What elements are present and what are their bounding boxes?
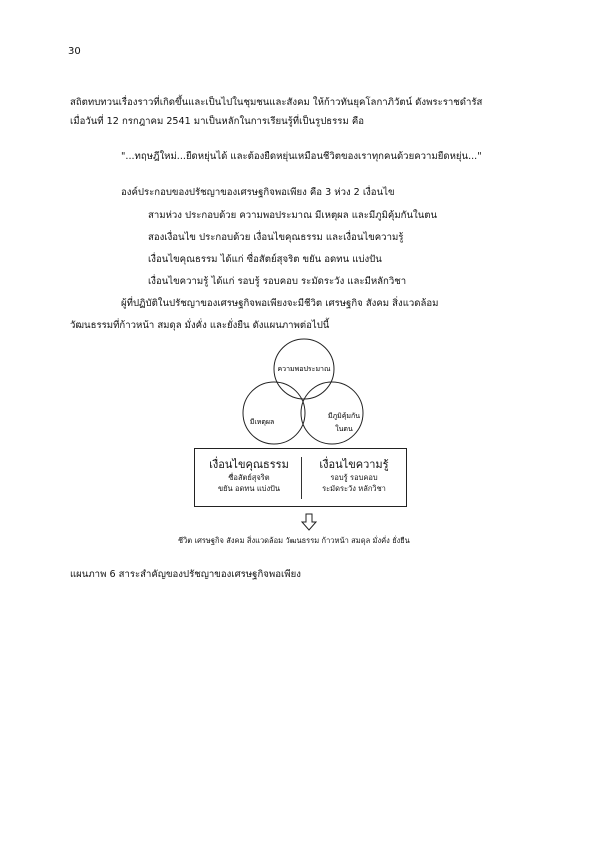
components-intro: องค์ประกอบของปรัชญาของเศรษฐกิจพอเพียง คือ 3 ห่วง 2 เงื่อนไข	[121, 187, 395, 198]
knowledge-condition-line: รอบรู้ รอบคอบ	[330, 473, 378, 482]
knowledge-condition-column	[302, 457, 406, 494]
virtue-condition-line: ซื่อสัตย์สุจริต	[228, 473, 270, 482]
knowledge-condition-line: ระมัดระวัง หลักวิชา	[322, 484, 386, 493]
component-item: เงื่อนไขคุณธรรม ได้แก่ ซื่อสัตย์สุจริต ขยัน อดทน แบ่งปัน	[148, 254, 382, 265]
paragraph-line: สถิตทบทวนเรื่องราวที่เกิดขึ้นและเป็นไปในชุมชนและสังคม ให้ก้าวทันยุคโลกาภิวัตน์ ดังพระราชดำรัส	[70, 97, 483, 108]
ring-left	[243, 382, 305, 444]
ring-left-label: มีเหตุผล	[249, 418, 275, 426]
component-item: สองเงื่อนไข ประกอบด้วย เงื่อนไขคุณธรรม และเงื่อนไขความรู้	[148, 232, 404, 243]
virtue-condition-line: ขยัน อดทน แบ่งปัน	[217, 484, 280, 493]
three-rings-diagram	[238, 337, 370, 447]
virtue-condition-title: เงื่อนไขคุณธรรม	[209, 458, 289, 471]
royal-quote: "...ทฤษฎีใหม่...ยืดหยุ่นได้ และต้องยืดหยุ่นเหมือนชีวิตของเราทุกคนด้วยความยืดหยุ่น..."	[121, 151, 482, 162]
component-item: เงื่อนไขความรู้ ได้แก่ รอบรู้ รอบคอบ ระมัดระวัง และมีหลักวิชา	[148, 276, 407, 287]
figure-caption: แผนภาพ 6 สาระสำคัญของปรัชญาของเศรษฐกิจพอเพียง	[70, 569, 301, 580]
knowledge-virtue-column	[197, 457, 301, 494]
ring-top-label: ความพอประมาณ	[277, 365, 331, 373]
down-arrow-icon	[301, 513, 317, 531]
diagram-result: ชีวิต เศรษฐกิจ สังคม สิ่งแวดล้อม วัฒนธรรม ก้าวหน้า สมดุล มั่งคั่ง ยั่งยืน	[178, 536, 410, 545]
paragraph-line: เมื่อวันที่ 12 กรกฎาคม 2541 มาเป็นหลักในการเรียนรู้ที่เป็นรูปธรรม คือ	[70, 116, 365, 127]
ring-right-label: มีภูมิคุ้มกัน	[327, 412, 361, 420]
component-item: สามห่วง ประกอบด้วย ความพอประมาณ มีเหตุผล และมีภูมิคุ้มกันในตน	[148, 210, 438, 221]
knowledge-condition-title: เงื่อนไขความรู้	[319, 458, 389, 471]
ring-right-label: ในตน	[335, 425, 353, 433]
page-number: 30	[68, 46, 81, 57]
paragraph-line: ผู้ที่ปฏิบัติในปรัชญาของเศรษฐกิจพอเพียงจะมีชีวิต เศรษฐกิจ สังคม สิ่งแวดล้อม	[121, 298, 439, 309]
conditions-box	[194, 448, 407, 507]
paragraph-line: วัฒนธรรมที่ก้าวหน้า สมดุล มั่งคั่ง และยั่งยืน ดังแผนภาพต่อไปนี้	[70, 320, 330, 331]
